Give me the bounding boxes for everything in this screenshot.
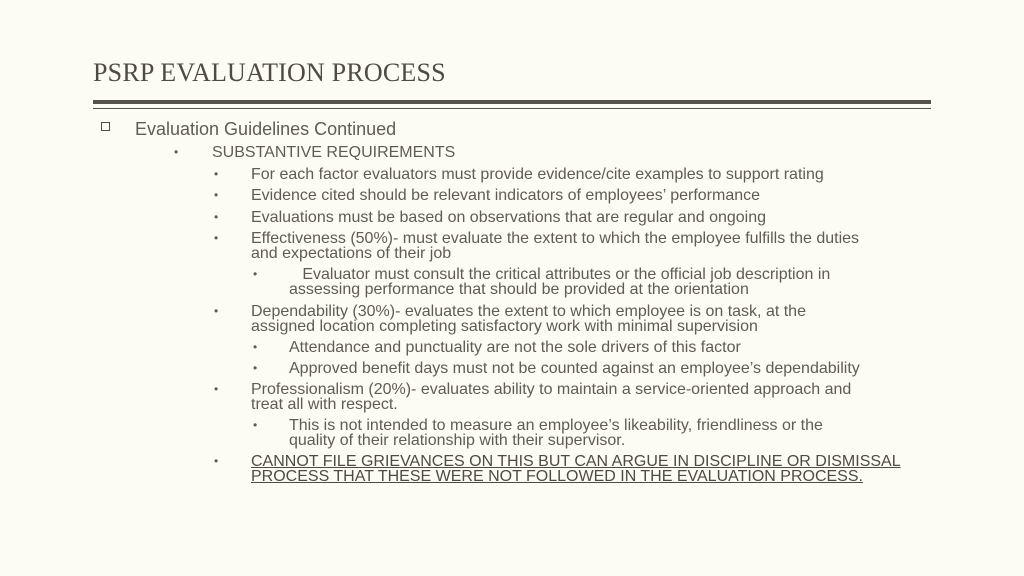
dependability-item-line2: assigned location completing satisfactory work with minimal supervision <box>251 318 758 335</box>
effectiveness-item-line1: Effectiveness (50%)- must evaluate the extent to which the employee fulfills the duties <box>251 230 860 247</box>
bullet-icon: • <box>214 188 219 202</box>
list-item: Evaluations must be based on observations that are regular and ongoing <box>251 209 767 226</box>
professionalism-sub-line1: This is not intended to measure an employee’s likeability, friendliness or the <box>289 417 823 434</box>
page-title: PSRP EVALUATION PROCESS <box>93 58 446 87</box>
level0-heading: Evaluation Guidelines Continued <box>135 119 397 139</box>
bullet-icon: • <box>214 382 219 396</box>
dependability-sub-item: Approved benefit days must not be counted against an employee’s dependability <box>289 360 860 377</box>
bullet-icon: • <box>214 210 219 224</box>
professionalism-item-line2: treat all with respect. <box>251 396 398 413</box>
grievance-note-line2: PROCESS THAT THESE WERE NOT FOLLOWED IN THE EVALUATION PROCESS. <box>251 468 863 485</box>
dependability-item-line1: Dependability (30%)- evaluates the extent to which employee is on task, at the <box>251 303 806 320</box>
bullet-icon: • <box>214 304 219 318</box>
effectiveness-sub-line1: Evaluator must consult the critical attributes or the official job description in <box>289 266 831 283</box>
bullet-icon: • <box>253 340 258 354</box>
checkbox-bullet-icon <box>101 122 110 131</box>
bullet-icon: • <box>214 454 219 468</box>
dependability-sub-item: Attendance and punctuality are not the sole drivers of this factor <box>289 339 741 356</box>
bullet-icon: • <box>214 167 219 181</box>
bullet-icon: • <box>174 145 179 159</box>
professionalism-sub-line2: quality of their relationship with their supervisor. <box>289 432 626 449</box>
substantive-requirements-heading: SUBSTANTIVE REQUIREMENTS <box>212 144 456 161</box>
list-item: For each factor evaluators must provide evidence/cite examples to support rating <box>251 166 824 183</box>
professionalism-item-line1: Professionalism (20%)- evaluates ability to maintain a service-oriented approach and <box>251 381 852 398</box>
bullet-icon: • <box>253 267 258 281</box>
effectiveness-sub-line2: assessing performance that should be provided at the orientation <box>289 281 749 298</box>
grievance-note-line1: CANNOT FILE GRIEVANCES ON THIS BUT CAN ARGUE IN DISCIPLINE OR DISMISSAL <box>251 453 901 470</box>
list-item: Evidence cited should be relevant indicators of employees’ performance <box>251 187 761 204</box>
bullet-icon: • <box>253 418 258 432</box>
bullet-icon: • <box>214 231 219 245</box>
effectiveness-item-line2: and expectations of their job <box>251 245 452 262</box>
bullet-icon: • <box>253 361 258 375</box>
